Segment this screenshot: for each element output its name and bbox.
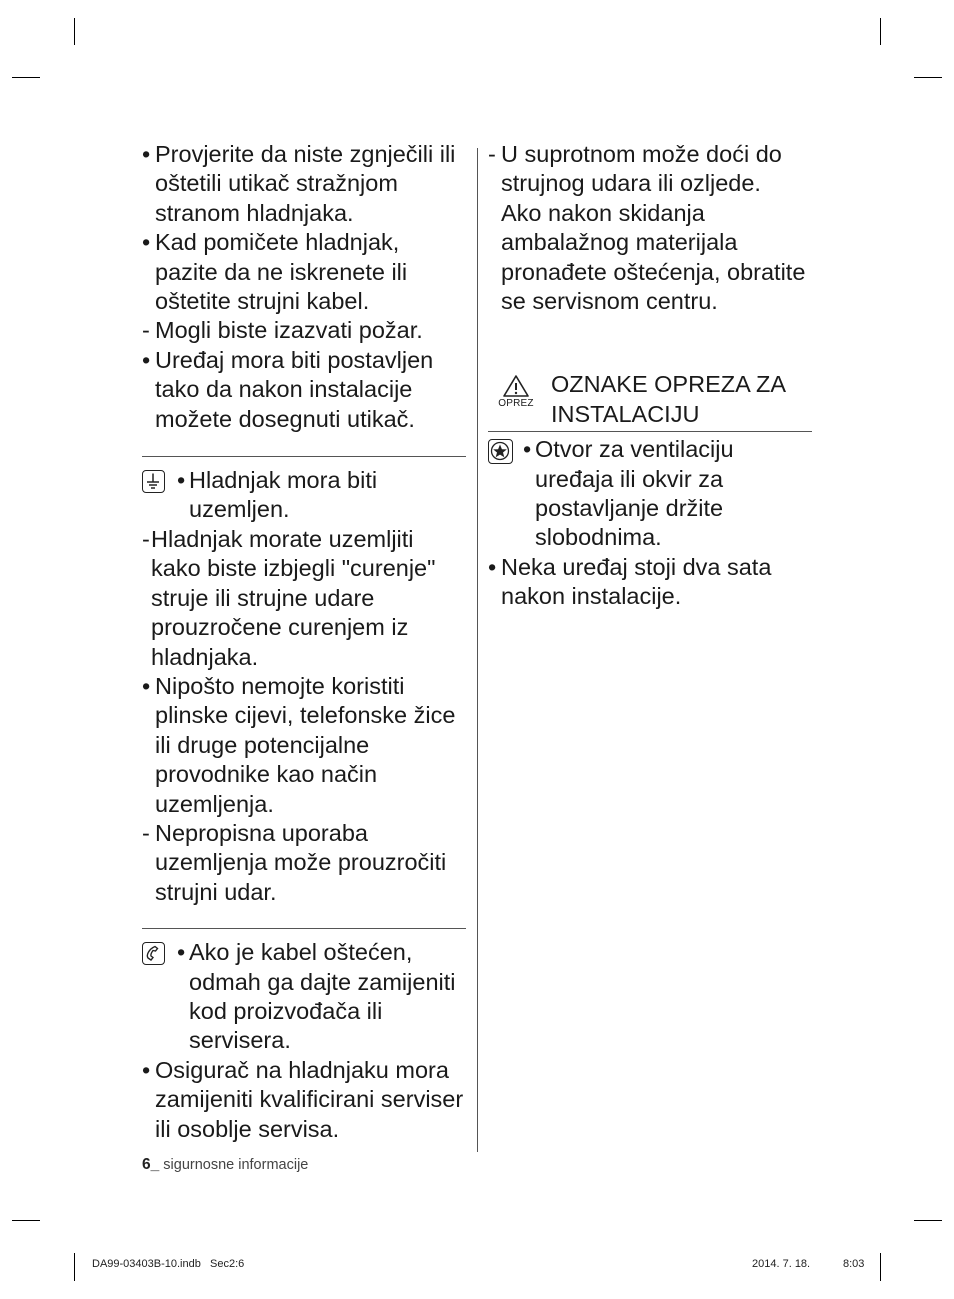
slug-file: DA99-03403B-10.indb Sec2:6: [92, 1258, 245, 1270]
block-grounding: [142, 466, 466, 907]
slug-time: 8:03: [843, 1258, 865, 1270]
phone-icon: [142, 942, 165, 965]
warning-icon: [494, 374, 538, 410]
ground-icon: [142, 470, 165, 493]
icon-paragraph: • Otvor za ventilaciju uređaja ili okvir za postavljanje držite slobodnima.: [488, 435, 814, 553]
crop-mark: [12, 1220, 40, 1221]
page-footer: [142, 1156, 308, 1174]
left-column: [142, 140, 466, 1144]
column-divider: [477, 148, 478, 1152]
caution-heading: [488, 370, 814, 429]
list-item: • Osigurač na hladnjaku mora zamijeniti kvalificirani serviser ili osoblje servisa.: [142, 1056, 464, 1142]
paragraph: Ako nakon skidanja ambalažnog materijala pronađete oštećenja, obratite se servisnom centru.: [501, 199, 806, 315]
crop-mark: [74, 1253, 75, 1281]
list-item: • Neka uređaj stoji dva sata nakon instalacije.: [488, 553, 772, 610]
heading-underline: [488, 431, 812, 432]
crop-mark: [914, 77, 942, 78]
section-divider: [142, 928, 466, 929]
section-heading: OZNAKE OPREZA ZA INSTALACIJU: [551, 371, 785, 427]
star-icon: [488, 439, 513, 464]
section-divider: [142, 456, 466, 457]
list-item: - Mogli biste izazvati požar.: [142, 317, 423, 344]
list-item: - U suprotnom može doći do strujnog udara ili ozljede.: [488, 141, 782, 197]
list-item: - Hladnjak morate uzemljiti kako biste izbjegli "curenje" struje ili strujne udare prouzročene curenjem iz hladnjaka.: [142, 525, 436, 670]
crop-mark: [914, 1220, 942, 1221]
list-item: - Nepropisna uporaba uzemljenja može prouzročiti strujni udar.: [142, 819, 447, 905]
icon-paragraph: • Ako je kabel oštećen, odmah ga dajte zamijeniti kod proizvođača ili servisera.: [142, 938, 466, 1056]
crop-mark: [880, 18, 881, 45]
icon-paragraph: • Hladnjak mora biti uzemljen.: [142, 466, 466, 525]
caution-label: OPREZ: [498, 398, 534, 410]
crop-mark: [12, 77, 40, 78]
list-item: • Provjerite da niste zgnječili ili oštetili utikač stražnjom stranom hladnjaka.: [142, 141, 456, 226]
slug-date: 2014. 7. 18.: [752, 1258, 811, 1270]
block-plug: [142, 140, 466, 434]
section-name: sigurnosne informacije: [163, 1157, 309, 1173]
page-number: 6_: [142, 1156, 160, 1173]
block-cable: [142, 938, 466, 1144]
list-item: • Kad pomičete hladnjak, pazite da ne iskrenete ili oštetite strujni kabel.: [142, 229, 408, 315]
crop-mark: [74, 18, 75, 45]
crop-mark: [880, 1253, 881, 1281]
list-item: • Uređaj mora biti postavljen tako da nakon instalacije možete dosegnuti utikač.: [142, 346, 434, 432]
list-item: • Nipošto nemojte koristiti plinske cijevi, telefonske žice ili druge potencijalne provodnike kao način uzemljenja.: [142, 672, 456, 817]
right-column: [488, 140, 814, 612]
